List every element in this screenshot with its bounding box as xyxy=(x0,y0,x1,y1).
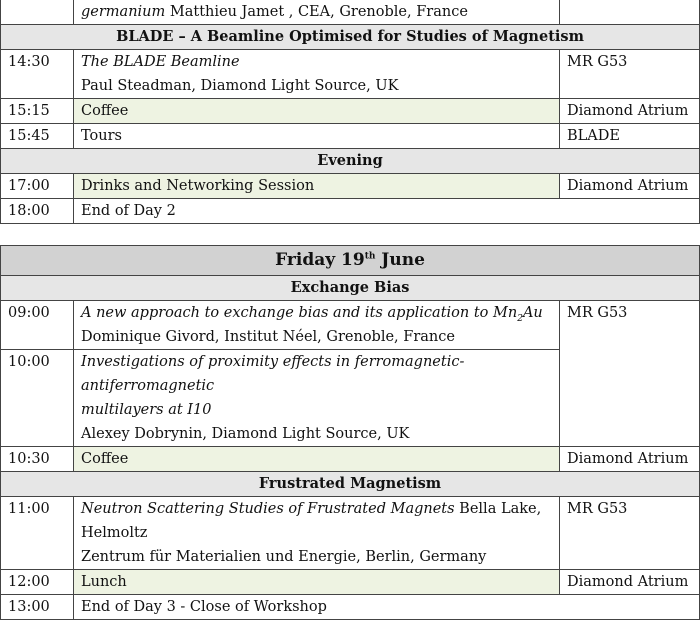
session-cell xyxy=(74,350,560,447)
table-row xyxy=(1,447,700,472)
session-cell xyxy=(74,497,560,570)
room-cell: MR G53 xyxy=(560,497,700,570)
time-cell: 12:00 xyxy=(1,570,74,595)
room-cell: Diamond Atrium xyxy=(560,447,700,472)
table-row xyxy=(1,99,700,124)
table-row xyxy=(1,497,700,570)
table-row xyxy=(1,301,700,350)
speaker: Dominique Givord, Institut Néel, Grenoble, France xyxy=(81,329,455,345)
time-cell: 15:15 xyxy=(1,99,74,124)
day-header: Friday 19th June xyxy=(1,246,700,276)
schedule-table-day2 xyxy=(0,0,700,224)
talk-title: multilayers at I10 xyxy=(81,402,212,418)
session-cell: Lunch xyxy=(74,570,560,595)
time-cell: 17:00 xyxy=(1,174,74,199)
table-row xyxy=(1,0,700,25)
session-cell: End of Day 2 xyxy=(74,199,700,224)
time-cell: 13:00 xyxy=(1,595,74,620)
session-cell: Coffee xyxy=(74,99,560,124)
time-cell: 11:00 xyxy=(1,497,74,570)
table-row xyxy=(1,199,700,224)
time-cell: 15:45 xyxy=(1,124,74,149)
talk-title: A new approach to exchange bias and its application to $Mn_2Au$ xyxy=(81,305,543,324)
time-cell: 10:30 xyxy=(1,447,74,472)
talk-title: Neutron Scattering Studies of Frustrated Magnets xyxy=(81,501,455,517)
room-cell: MR G53 xyxy=(560,50,700,99)
time-cell: 09:00 xyxy=(1,301,74,350)
room-cell: Diamond Atrium xyxy=(560,570,700,595)
section-header: Evening xyxy=(1,149,700,174)
session-cell: Tours xyxy=(74,124,560,149)
room-cell: MR G53 xyxy=(560,301,700,447)
section-header: BLADE – A Beamline Optimised for Studies of Magnetism xyxy=(1,25,700,50)
session-cell xyxy=(74,301,560,350)
time-cell: 14:30 xyxy=(1,50,74,99)
room-cell: Diamond Atrium xyxy=(560,99,700,124)
speaker: Bella Lake, Helmoltz xyxy=(81,501,542,541)
table-row xyxy=(1,174,700,199)
speaker-affiliation: Zentrum für Materialien und Energie, Berlin, Germany xyxy=(81,549,487,565)
session-cell xyxy=(74,50,560,99)
talk-title: The BLADE Beamline xyxy=(81,54,240,70)
time-cell: 18:00 xyxy=(1,199,74,224)
table-row xyxy=(1,124,700,149)
section-header: Frustrated Magnetism xyxy=(1,472,700,497)
section-header: Exchange Bias xyxy=(1,276,700,301)
time-cell: 10:00 xyxy=(1,350,74,447)
speaker: Alexey Dobrynin, Diamond Light Source, UK xyxy=(81,426,410,442)
schedule-table-day3 xyxy=(0,245,700,620)
table-row xyxy=(1,50,700,99)
room-cell: BLADE xyxy=(560,124,700,149)
table-row xyxy=(1,570,700,595)
session-cell: End of Day 3 - Close of Workshop xyxy=(74,595,700,620)
session-cell: Coffee xyxy=(74,447,560,472)
session-cell: Drinks and Networking Session xyxy=(74,174,560,199)
table-row xyxy=(1,595,700,620)
room-cell: Diamond Atrium xyxy=(560,174,700,199)
session-title: germanium Matthieu Jamet , CEA, Grenoble, France xyxy=(74,0,560,25)
speaker: Paul Steadman, Diamond Light Source, UK xyxy=(81,78,399,94)
talk-title: Investigations of proximity effects in ferromagnetic-antiferromagnetic xyxy=(81,354,465,394)
